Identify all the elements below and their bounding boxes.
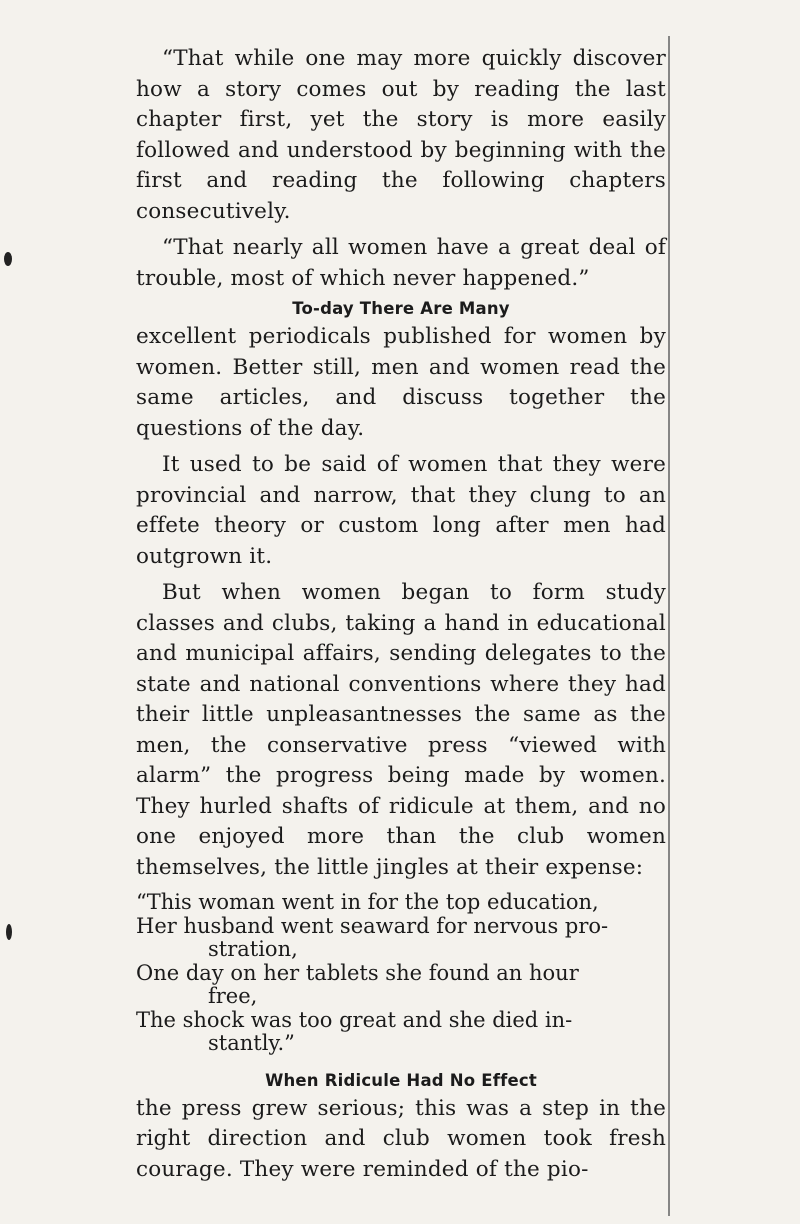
ink-smudge <box>6 924 12 940</box>
paragraph: “That nearly all women have a great deal of trouble, most of which never happened.” <box>136 235 666 291</box>
paragraph: excellent periodicals published for women by women. Better still, men and women read the same articles, and discuss together the questions of the day. <box>136 324 666 441</box>
column-rule <box>668 36 670 1216</box>
poem-line: One day on her tablets she found an hour <box>136 960 579 985</box>
subheading: To-day There Are Many <box>292 299 510 318</box>
poem-line: The shock was too great and she died in- <box>136 1007 573 1032</box>
subheading: When Ridicule Had No Effect <box>265 1070 537 1090</box>
poem-line-continuation: stantly.” <box>208 1031 295 1055</box>
paragraph: “That while one may more quickly discover how a story comes out by reading the last chapter first, yet the story is more easily followed and understood by beginning with the first and reading the following chapters consecutively. <box>136 46 666 224</box>
poem-line-continuation: stration, <box>208 937 298 961</box>
ink-smudge <box>4 252 12 266</box>
poem-line: Her husband went seaward for nervous pro- <box>136 913 609 938</box>
article-column <box>136 44 666 1185</box>
paragraph: It used to be said of women that they were provincial and narrow, that they clung to an effete theory or custom long after men had outgrown it. <box>136 452 666 569</box>
poem-line-continuation: free, <box>208 984 258 1008</box>
poem-line: “This woman went in for the top education, <box>136 890 599 914</box>
paragraph: the press grew serious; this was a step in the right direction and club women took fresh courage. They were reminded of the pio- <box>136 1095 666 1182</box>
poem <box>136 891 666 1056</box>
paragraph: But when women began to form study classes and clubs, taking a hand in educational and municipal affairs, sending delegates to the state and national conventions where they had their little unpleasantnesses the same as the men, the conservative press “viewed with alarm” the progress being made by women. They hurled shafts of ridicule at them, and no one enjoyed more than the club women themselves, the little jingles at their expense: <box>136 580 666 880</box>
